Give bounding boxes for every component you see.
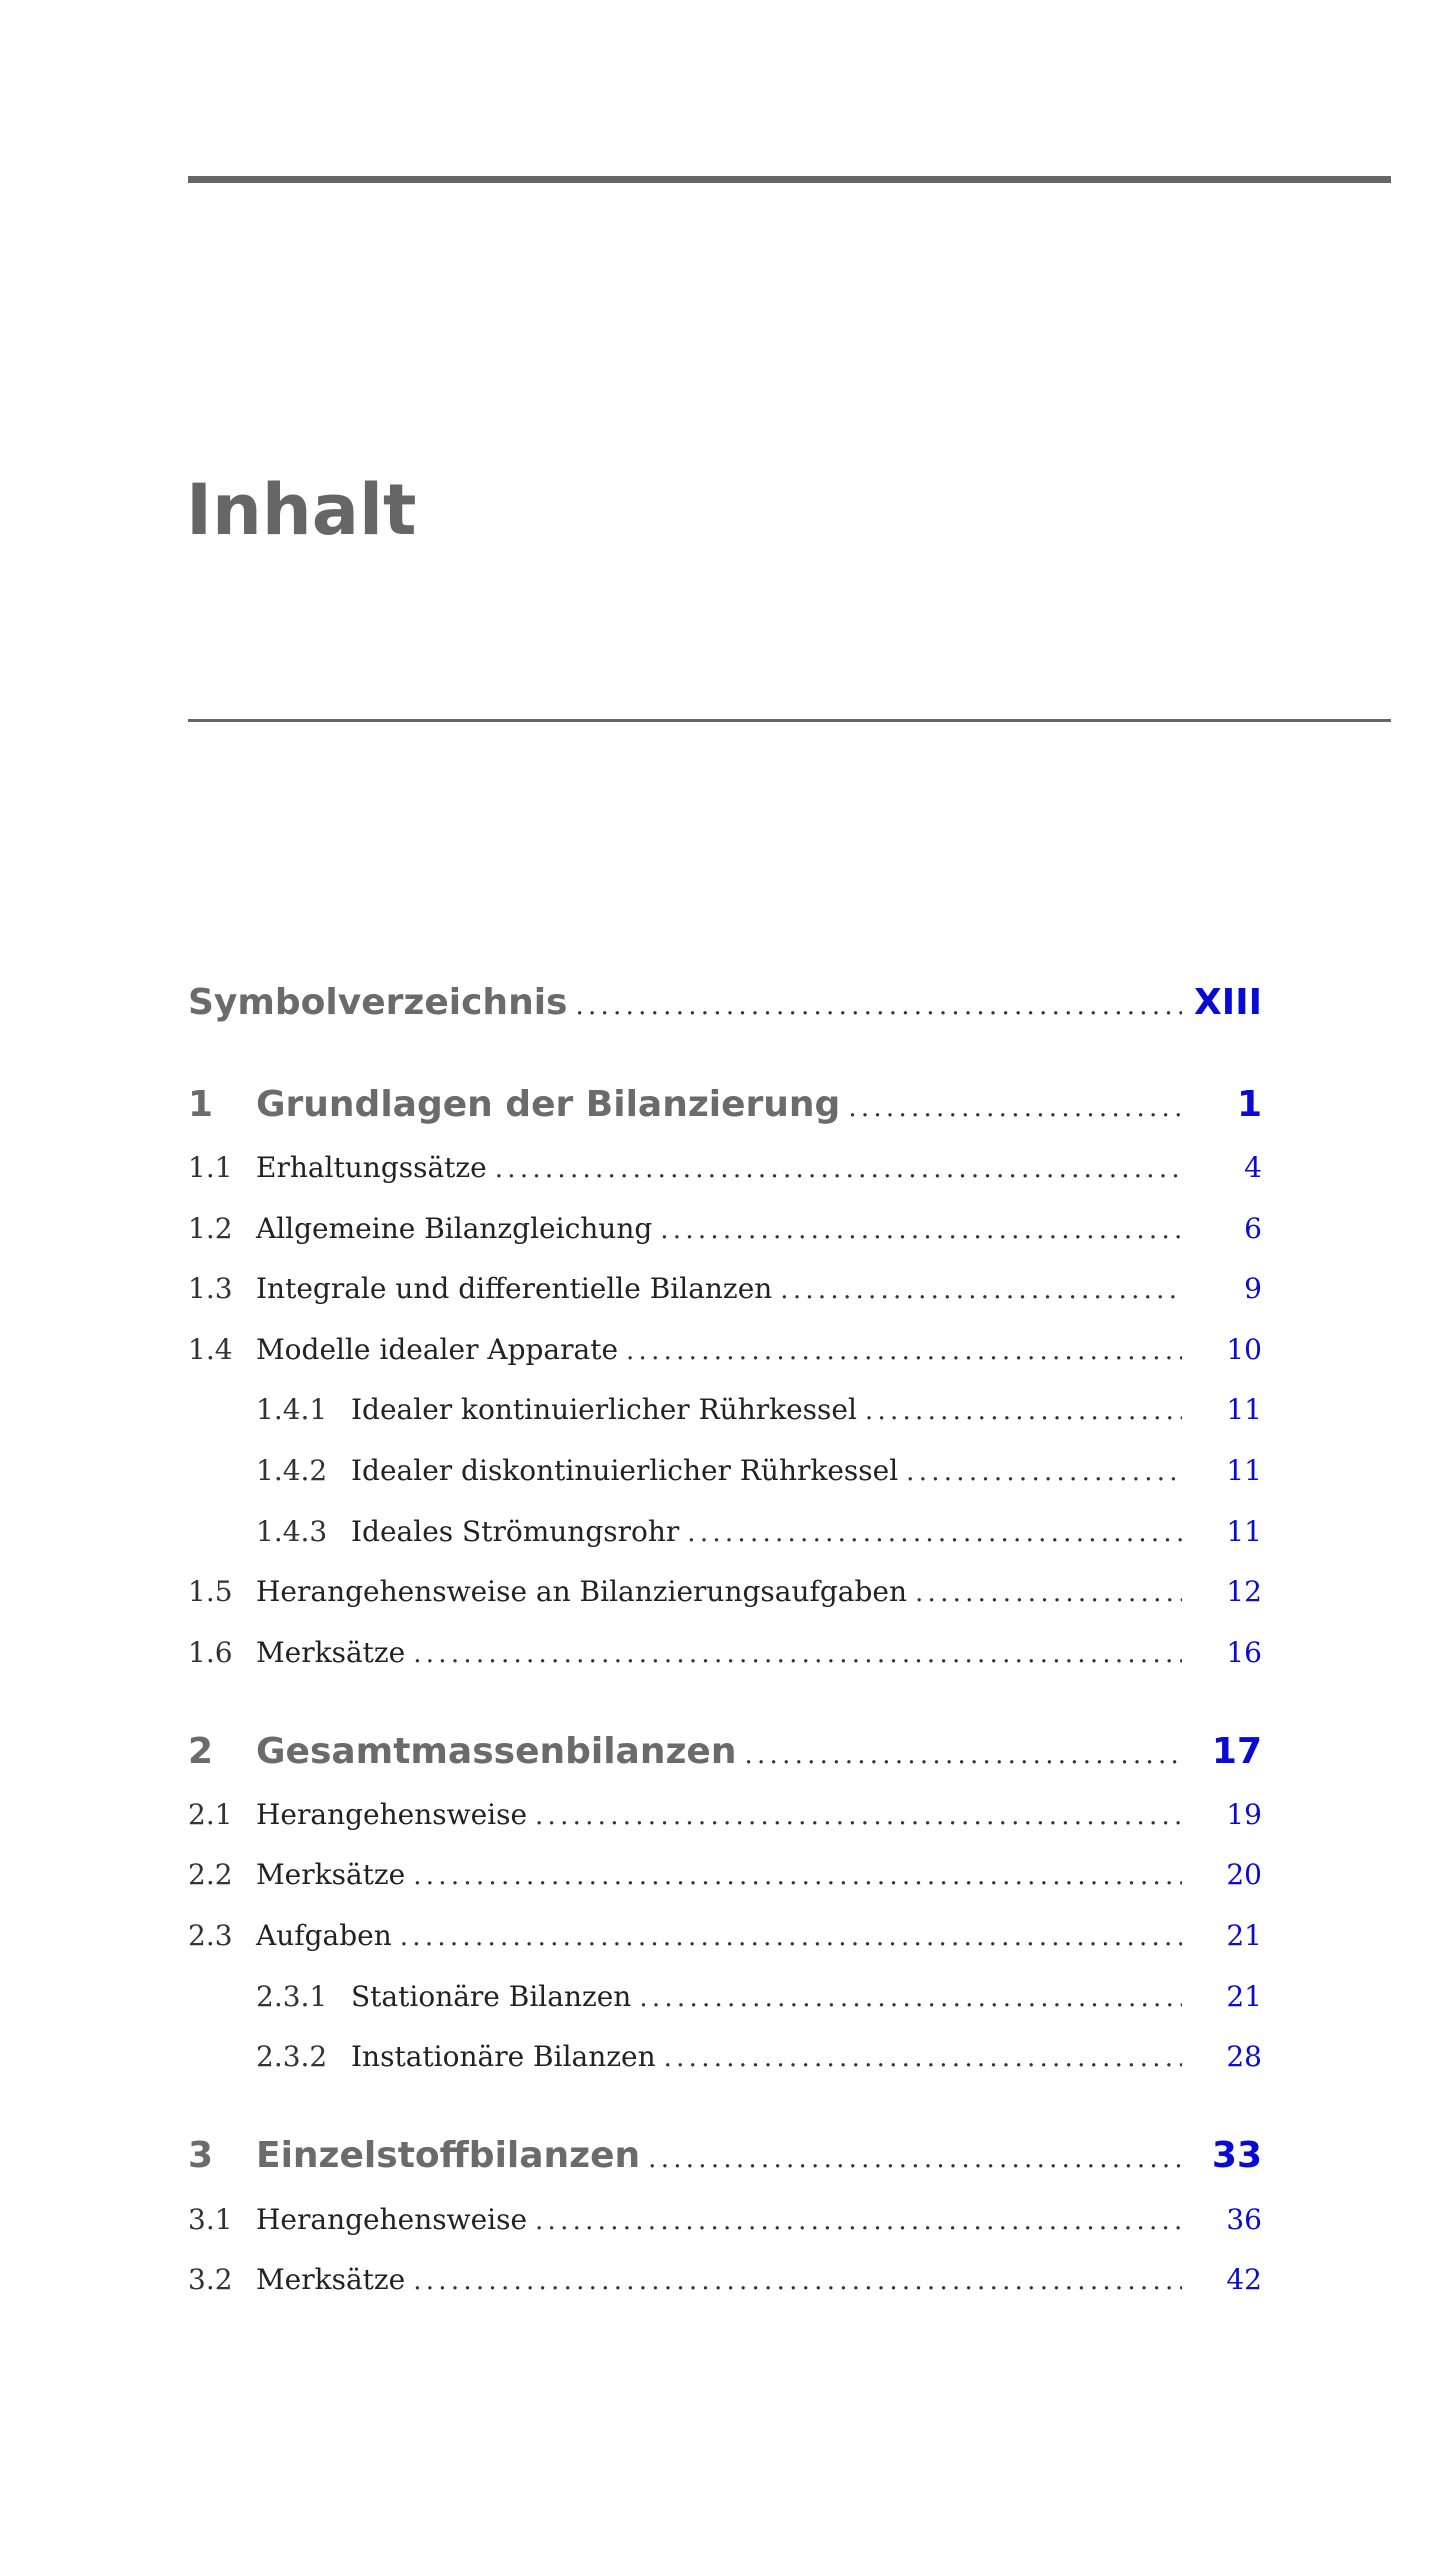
toc-entry[interactable] [188, 1727, 1262, 1777]
toc-entry[interactable] [188, 2131, 1262, 2181]
toc-page-number[interactable]: 11 [1226, 1393, 1262, 1426]
toc-dot-leader [664, 2033, 1182, 2082]
toc-entry-label [188, 1628, 1182, 1678]
toc-entry-label [188, 978, 1182, 1028]
page-title: Inhalt [186, 469, 417, 551]
toc-entry-number: 1.1 [188, 1151, 233, 1184]
toc-dot-leader [400, 1912, 1182, 1961]
toc-entry-number: 3.2 [188, 2263, 233, 2296]
toc-dot-leader [413, 2256, 1182, 2305]
toc-entry[interactable] [188, 1080, 1262, 1130]
toc-entry-number: 1.6 [188, 1636, 233, 1669]
toc-page-number[interactable]: 17 [1211, 1731, 1262, 1772]
toc-entry[interactable] [188, 1507, 1262, 1557]
toc-page-number[interactable]: 36 [1226, 2203, 1262, 2236]
toc-entry-label [188, 1385, 1182, 1435]
toc-page-number[interactable]: 11 [1226, 1515, 1262, 1548]
toc-entry-title: Ideales Strömungsrohr [351, 1515, 680, 1548]
toc-entry[interactable] [188, 2032, 1262, 2082]
toc-entry-label [188, 1446, 1182, 1496]
toc-entry[interactable] [188, 1446, 1262, 1496]
toc-entry[interactable] [188, 1264, 1262, 1314]
toc-entry-label [188, 1507, 1182, 1557]
toc-entry-label [188, 1264, 1182, 1314]
toc-entry[interactable] [188, 1204, 1262, 1254]
toc-entry-title: Idealer diskontinuierlicher Rührkessel [351, 1454, 899, 1487]
toc-page-number[interactable]: 28 [1226, 2040, 1262, 2073]
toc-page-number[interactable]: 4 [1244, 1151, 1262, 1184]
toc-page-number[interactable]: 11 [1226, 1454, 1262, 1487]
toc-entry-title: Modelle idealer Apparate [256, 1333, 619, 1366]
toc-entry-number: 2.3.2 [256, 2040, 328, 2073]
toc-dot-leader [906, 1447, 1182, 1496]
toc-entry-label [188, 1911, 1182, 1961]
toc-entry-number: 2 [188, 1731, 214, 1772]
toc-dot-leader [575, 981, 1182, 1028]
toc-entry-number: 1.4.3 [256, 1515, 328, 1548]
toc-entry-number: 2.1 [188, 1798, 233, 1831]
toc-entry-title: Grundlagen der Bilanzierung [256, 1084, 841, 1125]
toc-entry[interactable] [188, 1567, 1262, 1617]
toc-entry-title: Merksätze [256, 1636, 406, 1669]
toc-dot-leader [639, 1973, 1182, 2022]
toc-entry-title: Herangehensweise [256, 2203, 528, 2236]
toc-entry-label [188, 2195, 1182, 2245]
toc-entry-label [188, 1204, 1182, 1254]
toc-page-number[interactable]: 42 [1226, 2263, 1262, 2296]
toc-page-number[interactable]: 21 [1226, 1980, 1262, 2013]
toc-entry-number: 1.4 [188, 1333, 233, 1366]
title-rule [188, 719, 1391, 722]
top-rule [188, 176, 1391, 183]
toc-entry-number: 1.4.2 [256, 1454, 328, 1487]
toc-page-number[interactable]: 10 [1226, 1333, 1262, 1366]
toc-entry-label [188, 1850, 1182, 1900]
toc-entry-label [188, 2032, 1182, 2082]
toc-page-number[interactable]: XIII [1194, 982, 1262, 1023]
toc-dot-leader [865, 1386, 1182, 1435]
toc-dot-leader [495, 1144, 1182, 1193]
toc-entry-label [188, 2131, 1182, 2181]
toc-entry-number: 2.2 [188, 1858, 233, 1891]
toc-entry-label [188, 1790, 1182, 1840]
toc-page-number[interactable]: 1 [1236, 1084, 1262, 1125]
toc-dot-leader [535, 1791, 1182, 1840]
toc-entry-title: Idealer kontinuierlicher Rührkessel [351, 1393, 857, 1426]
toc-entry-number: 1 [188, 1084, 214, 1125]
toc-entry[interactable] [188, 1385, 1262, 1435]
toc-dot-leader [413, 1629, 1182, 1678]
toc-entry-number: 1.3 [188, 1272, 233, 1305]
toc-dot-leader [780, 1265, 1182, 1314]
toc-entry[interactable] [188, 1628, 1262, 1678]
toc-page-number[interactable]: 16 [1226, 1636, 1262, 1669]
toc-page-number[interactable]: 12 [1226, 1575, 1262, 1608]
toc-entry[interactable] [188, 978, 1262, 1028]
toc-entry-title: Stationäre Bilanzen [351, 1980, 632, 2013]
toc-entry-title: Aufgaben [256, 1919, 392, 1952]
toc-entry-title: Gesamtmassenbilanzen [256, 1731, 737, 1772]
toc-entry[interactable] [188, 1911, 1262, 1961]
toc-dot-leader [744, 1730, 1182, 1777]
toc-entry-number: 1.5 [188, 1575, 233, 1608]
toc-entry-title: Herangehensweise an Bilanzierungsaufgaben [256, 1575, 908, 1608]
toc-entry-label [188, 1567, 1182, 1617]
toc-entry-label [188, 1727, 1182, 1777]
toc-entry-number: 3.1 [188, 2203, 233, 2236]
toc-dot-leader [848, 1083, 1182, 1130]
toc-entry[interactable] [188, 1325, 1262, 1375]
toc-entry-number: 3 [188, 2135, 214, 2176]
toc-entry[interactable] [188, 2195, 1262, 2245]
toc-entry[interactable] [188, 1143, 1262, 1193]
toc-entry-number: 1.4.1 [256, 1393, 328, 1426]
toc-entry-number: 2.3 [188, 1919, 233, 1952]
toc-dot-leader [660, 1205, 1182, 1254]
toc-entry-title: Instationäre Bilanzen [351, 2040, 656, 2073]
toc-entry-number: 1.2 [188, 1212, 233, 1245]
toc-page-number[interactable]: 33 [1211, 2135, 1262, 2176]
toc-entry-number: 2.3.1 [256, 1980, 328, 2013]
toc-entry-label [188, 1972, 1182, 2022]
toc-entry-title: Integrale und differentielle Bilanzen [256, 1272, 773, 1305]
toc-dot-leader [915, 1568, 1182, 1617]
toc-entry[interactable] [188, 1850, 1262, 1900]
toc-entry-title: Herangehensweise [256, 1798, 528, 1831]
toc-entry[interactable] [188, 2255, 1262, 2305]
toc-page-number[interactable]: 20 [1226, 1858, 1262, 1891]
toc-dot-leader [626, 1326, 1182, 1375]
toc-dot-leader [535, 2196, 1182, 2245]
toc-entry-title: Symbolverzeichnis [188, 982, 568, 1023]
toc-entry-label [188, 1080, 1182, 1130]
toc-page-number[interactable]: 19 [1226, 1798, 1262, 1831]
toc-page-number[interactable]: 9 [1244, 1272, 1262, 1305]
toc-entry[interactable] [188, 1972, 1262, 2022]
toc-entry-title: Allgemeine Bilanzgleichung [256, 1212, 653, 1245]
toc-entry[interactable] [188, 1790, 1262, 1840]
toc-dot-leader [413, 1851, 1182, 1900]
toc-entry-label [188, 1143, 1182, 1193]
toc-entry-title: Merksätze [256, 2263, 406, 2296]
toc-dot-leader [648, 2134, 1182, 2181]
toc-entry-title: Erhaltungssätze [256, 1151, 487, 1184]
toc-entry-title: Einzelstoffbilanzen [256, 2135, 641, 2176]
toc-entry-label [188, 2255, 1182, 2305]
toc-page-number[interactable]: 21 [1226, 1919, 1262, 1952]
toc-entry-label [188, 1325, 1182, 1375]
toc-page-number[interactable]: 6 [1244, 1212, 1262, 1245]
toc-dot-leader [687, 1508, 1182, 1557]
toc-entry-title: Merksätze [256, 1858, 406, 1891]
